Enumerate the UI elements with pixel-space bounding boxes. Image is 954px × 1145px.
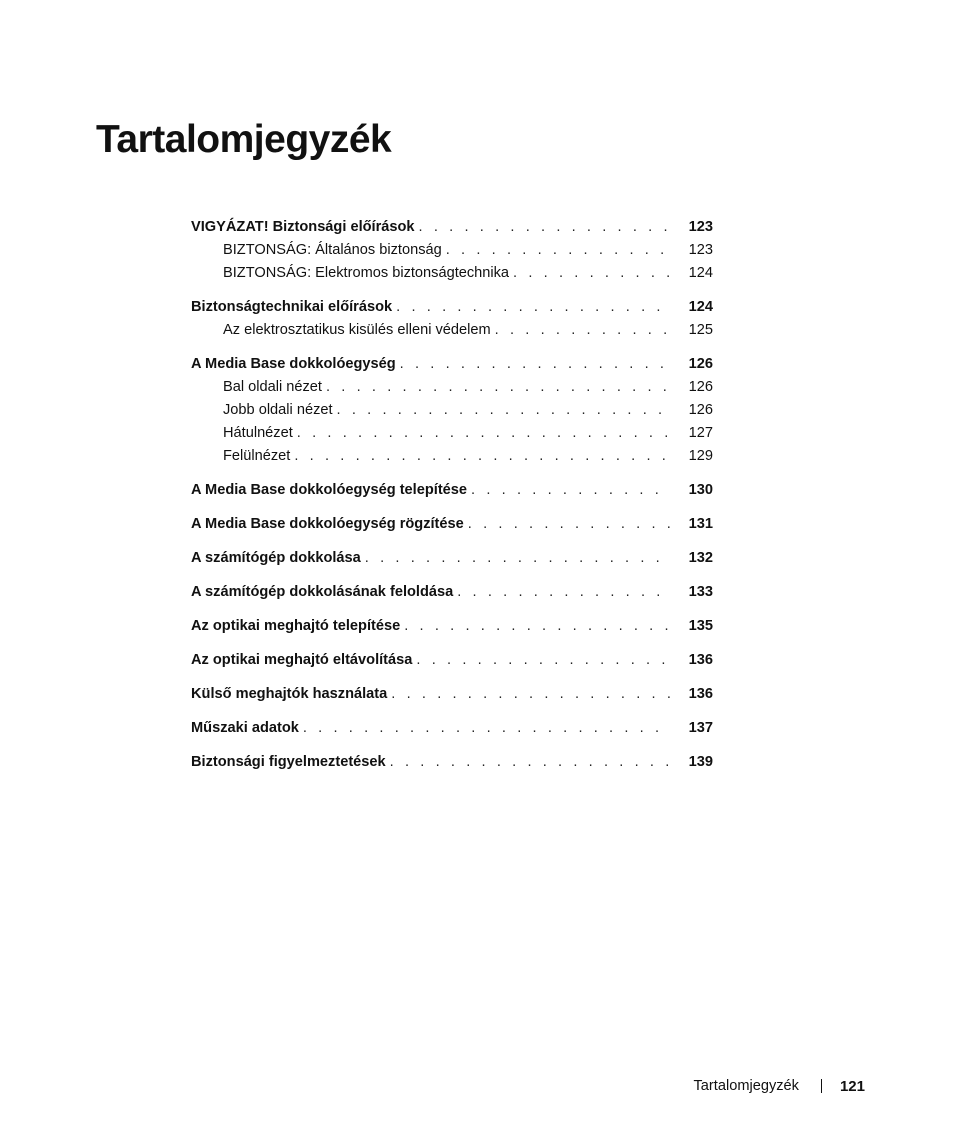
toc-entry-page: 124 — [688, 265, 713, 281]
toc-entry-page: 136 — [688, 652, 713, 668]
toc-entry-page: 125 — [688, 322, 713, 338]
toc-dot-leader — [457, 581, 671, 604]
toc-entry-label: Az optikai meghajtó telepítése — [191, 618, 401, 634]
toc-entry-page: 123 — [688, 219, 713, 235]
toc-dot-leader — [404, 615, 671, 638]
toc-entry-page: 137 — [688, 720, 713, 736]
toc-entry-page: 126 — [688, 356, 713, 372]
toc-entry-label: Felülnézet — [223, 448, 291, 464]
table-of-contents — [191, 216, 713, 774]
toc-entry[interactable] — [191, 479, 713, 502]
toc-entry-page: 131 — [688, 516, 713, 532]
toc-entry-label: A számítógép dokkolása — [191, 550, 361, 566]
toc-entry-page: 127 — [688, 425, 713, 441]
toc-entry-label: Az elektrosztatikus kisülés elleni védelem — [223, 322, 491, 338]
toc-dot-leader — [365, 547, 671, 570]
toc-dot-leader — [513, 262, 671, 285]
toc-dot-leader — [495, 319, 671, 342]
toc-entry-label: A Media Base dokkolóegység rögzítése — [191, 516, 464, 532]
toc-entry[interactable] — [191, 649, 713, 672]
toc-entry[interactable] — [191, 751, 713, 774]
toc-entry-label: Az optikai meghajtó eltávolítása — [191, 652, 413, 668]
toc-subentry[interactable] — [191, 422, 713, 445]
toc-dot-leader — [391, 683, 671, 706]
toc-entry-label: VIGYÁZAT! Biztonsági előírások — [191, 219, 415, 235]
toc-entry-label: Jobb oldali nézet — [223, 402, 333, 418]
toc-entry-page: 136 — [688, 686, 713, 702]
toc-dot-leader — [294, 445, 671, 468]
footer-divider — [821, 1079, 822, 1093]
toc-entry-page: 126 — [688, 379, 713, 395]
toc-entry-label: Hátulnézet — [223, 425, 293, 441]
toc-dot-leader — [446, 239, 671, 262]
toc-entry-label: A Media Base dokkolóegység — [191, 356, 396, 372]
toc-entry-page: 130 — [688, 482, 713, 498]
toc-dot-leader — [396, 296, 671, 319]
toc-entry-page: 123 — [688, 242, 713, 258]
toc-entry[interactable] — [191, 547, 713, 570]
page-title: Tartalomjegyzék — [96, 118, 392, 161]
toc-entry-page: 129 — [688, 448, 713, 464]
toc-entry[interactable] — [191, 615, 713, 638]
toc-dot-leader — [303, 717, 671, 740]
toc-entry[interactable] — [191, 513, 713, 536]
toc-entry-label: Külső meghajtók használata — [191, 686, 388, 702]
toc-entry[interactable] — [191, 581, 713, 604]
toc-dot-leader — [297, 422, 671, 445]
footer-page-number: 121 — [839, 1077, 865, 1095]
toc-entry-label: Biztonsági figyelmeztetések — [191, 754, 386, 770]
toc-dot-leader — [419, 216, 671, 239]
toc-subentry[interactable] — [191, 239, 713, 262]
toc-entry-page: 126 — [688, 402, 713, 418]
toc-entry[interactable] — [191, 296, 713, 319]
footer-section-title: Tartalomjegyzék — [693, 1078, 799, 1094]
toc-entry-page: 132 — [688, 550, 713, 566]
toc-entry[interactable] — [191, 353, 713, 376]
toc-entry-page: 135 — [688, 618, 713, 634]
toc-dot-leader — [390, 751, 671, 774]
toc-entry-page: 139 — [688, 754, 713, 770]
toc-entry-page: 124 — [688, 299, 713, 315]
toc-entry-label: BIZTONSÁG: Általános biztonság — [223, 242, 442, 258]
toc-subentry[interactable] — [191, 262, 713, 285]
toc-dot-leader — [326, 376, 671, 399]
toc-entry[interactable] — [191, 216, 713, 239]
toc-entry[interactable] — [191, 717, 713, 740]
toc-dot-leader — [400, 353, 671, 376]
toc-subentry[interactable] — [191, 319, 713, 342]
toc-entry-label: Bal oldali nézet — [223, 379, 322, 395]
toc-dot-leader — [468, 513, 671, 536]
toc-entry-label: A számítógép dokkolásának feloldása — [191, 584, 454, 600]
toc-subentry[interactable] — [191, 376, 713, 399]
toc-subentry[interactable] — [191, 399, 713, 422]
toc-entry[interactable] — [191, 683, 713, 706]
toc-entry-page: 133 — [688, 584, 713, 600]
toc-entry-label: Biztonságtechnikai előírások — [191, 299, 393, 315]
toc-entry-label: A Media Base dokkolóegység telepítése — [191, 482, 468, 498]
toc-dot-leader — [416, 649, 671, 672]
page-footer — [694, 1076, 865, 1096]
toc-subentry[interactable] — [191, 445, 713, 468]
toc-dot-leader — [471, 479, 671, 502]
toc-dot-leader — [337, 399, 671, 422]
toc-entry-label: BIZTONSÁG: Elektromos biztonságtechnika — [223, 265, 510, 281]
toc-entry-label: Műszaki adatok — [191, 720, 299, 736]
